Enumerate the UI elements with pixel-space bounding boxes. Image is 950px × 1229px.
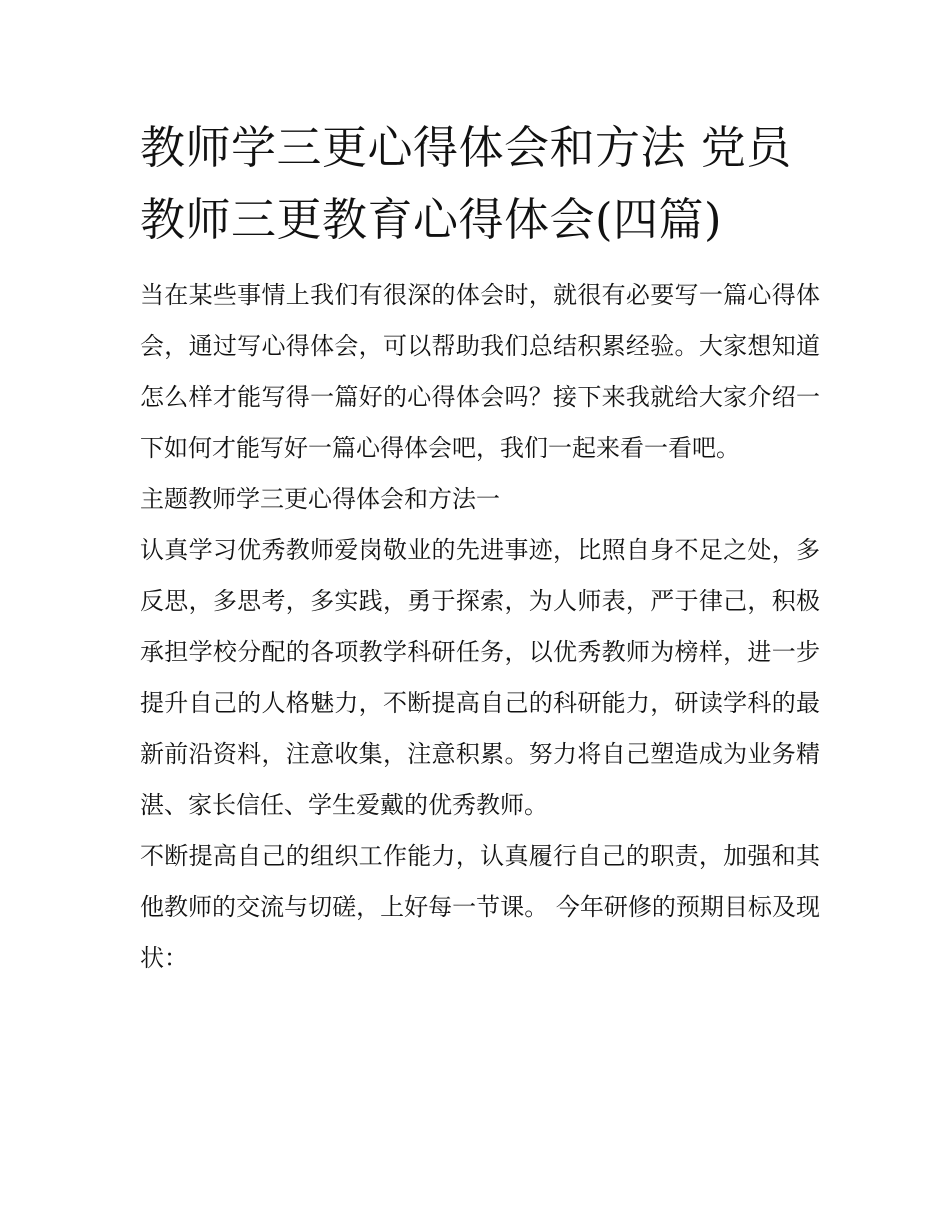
section-heading: 主题教师学三更心得体会和方法一 [140, 485, 500, 513]
document-body [140, 112, 820, 984]
intro-paragraph: 当在某些事情上我们有很深的体会时，就很有必要写一篇心得体会，通过写心得体会，可以帮助我们总结积累经验。大家想知道怎么样才能写得一篇好的心得体会吗？接下来我就给大家介绍一下如何才能写好一篇心得体会吧，我们一起来看一看吧。 [140, 281, 820, 462]
body-paragraph: 不断提高自己的组织工作能力，认真履行自己的职责，加强和其他教师的交流与切磋，上好每一节课。 今年研修的预期目标及现状： [140, 842, 820, 972]
document-title: 教师学三更心得体会和方法 党员教师三更教育心得体会(四篇) [140, 121, 792, 246]
body-paragraph: 认真学习优秀教师爱岗敬业的先进事迹，比照自身不足之处，多反思，多思考，多实践，勇于探索，为人师表，严于律己，积极承担学校分配的各项教学科研任务，以优秀教师为榜样，进一步提升自己的人格魅力，不断提高自己的科研能力，研读学科的最新前沿资料，注意收集，注意积累。努力将自己塑造成为业务精湛、家长信任、学生爱戴的优秀教师。 [140, 536, 820, 819]
